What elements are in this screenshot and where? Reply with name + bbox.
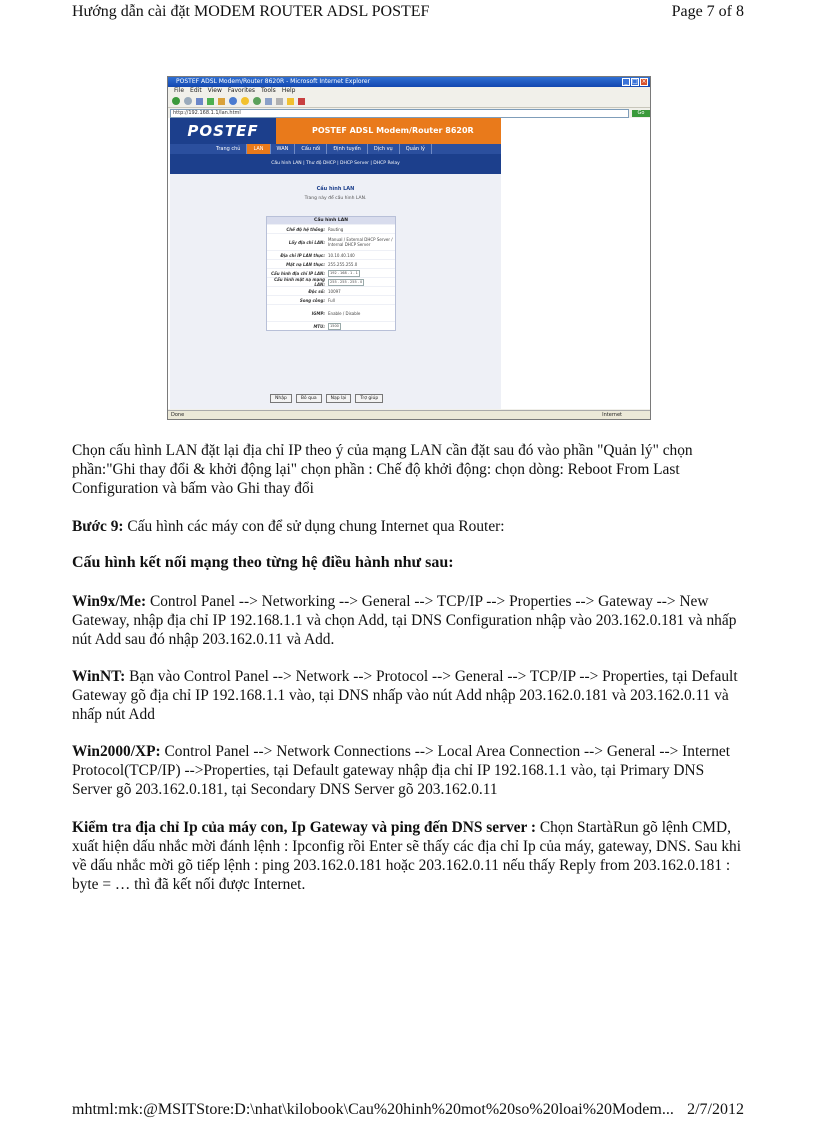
menu-bar — [168, 87, 650, 95]
form-row — [267, 259, 395, 268]
reload-button[interactable]: Nạp lại — [326, 394, 352, 403]
tab-services[interactable]: Dịch vụ — [368, 144, 400, 154]
form-row — [267, 277, 395, 286]
speed-value[interactable]: 10097 — [328, 288, 341, 294]
form-row — [267, 250, 395, 259]
winnt-label: WinNT: — [72, 668, 126, 685]
menu-favorites[interactable]: Favorites — [227, 87, 256, 94]
duplex-label: Song công: — [299, 297, 325, 303]
paragraph-win9x — [72, 592, 744, 649]
browser-statusbar — [168, 410, 650, 419]
section-heading: Cấu hình kết nối mạng theo từng hệ điều hành như sau: — [72, 554, 454, 571]
mail-icon[interactable] — [265, 98, 272, 105]
postef-logo: POSTEF — [170, 118, 276, 144]
lan-mask-label: Cấu hình mặt nạ mạng LAN: — [274, 277, 325, 287]
form-row — [267, 304, 395, 321]
lan-page-heading: Cấu hình LAN — [316, 186, 355, 192]
help-button[interactable]: Trợ giúp — [355, 394, 383, 403]
browser-toolbar — [168, 95, 650, 108]
form-row — [267, 268, 395, 277]
system-mode-label: Chế độ hệ thống: — [286, 226, 325, 232]
router-banner: POSTEF ADSL Modem/Router 8620R — [276, 118, 501, 144]
browser-viewport — [168, 118, 650, 409]
footer-date: 2/7/2012 — [687, 1101, 744, 1118]
tab-management[interactable]: Quản lý — [400, 144, 432, 154]
cancel-button[interactable]: Bỏ qua — [296, 394, 322, 403]
lan-page-description: Trang này để cấu hình LAN. — [304, 196, 367, 201]
close-icon[interactable]: × — [641, 78, 647, 85]
lan-address-mode-label: Lấy địa chỉ LAN: — [288, 239, 325, 245]
menu-edit[interactable]: Edit — [190, 87, 202, 94]
form-header: Cấu hình LAN — [267, 217, 395, 224]
history-icon[interactable] — [253, 97, 261, 105]
form-buttons — [270, 394, 410, 403]
menu-tools[interactable]: Tools — [261, 87, 276, 94]
messenger-icon[interactable] — [298, 98, 305, 105]
form-row — [267, 321, 395, 330]
page-header-title: Hướng dẫn cài đặt MODEM ROUTER ADSL POSTEF — [72, 3, 430, 20]
win2000-label: Win2000/XP: — [72, 743, 161, 760]
maximize-icon[interactable]: □ — [632, 78, 638, 85]
check-text: Chọn StartàRun gõ lệnh CMD, xuất hiện dấu nhắc mời đánh lệnh : Ipconfig rồi Enter sẽ thấy các địa chỉ Ip của máy, gateway, DNS. Sau khi về dấu nhắc mời gõ tiếp lệnh : ping 203.162.0.181 hoặc 203.162.0.11 nếu thấy Reply from 203.162.0.181 : byte = … thì đã kết nối được Internet. — [72, 819, 742, 893]
paragraph-win2000 — [72, 742, 744, 799]
modem-ui-screenshot — [167, 76, 651, 420]
speed-label: Độc số: — [308, 288, 325, 294]
menu-file[interactable]: File — [174, 87, 185, 94]
paragraph-lan-config: Chọn cấu hình LAN đặt lại địa chỉ IP theo ý của mạng LAN cần đặt sau đó vào phần "Quản lý" chọn phần:"Ghi thay đổi & khởi động lại" chọn phần : Chế độ khởi động: chọn dòng: Reboot From Last Configuration và bấm vào Ghi thay đổi — [72, 442, 693, 497]
menu-help[interactable]: Help — [281, 87, 296, 94]
win9x-label: Win9x/Me: — [72, 593, 147, 610]
form-row — [267, 286, 395, 295]
router-admin-page — [170, 118, 501, 409]
forward-icon[interactable] — [184, 97, 192, 105]
menu-view[interactable]: View — [207, 87, 222, 94]
system-mode-value: Routing — [328, 226, 344, 232]
address-input[interactable]: http://192.168.1.1/lan.html — [170, 109, 629, 118]
back-icon[interactable] — [172, 97, 180, 105]
actual-mask-label: Mặt nạ LAN thực: — [286, 261, 325, 267]
window-title: POSTEF ADSL Modem/Router 8620R - Microsoft Internet Explorer — [176, 78, 371, 85]
tab-lan[interactable]: LAN — [247, 144, 270, 154]
actual-mask-value: 255.255.255.0 — [328, 261, 358, 267]
win9x-text: Control Panel --> Networking --> General --> TCP/IP --> Properties --> Gateway --> New Gateway, nhập địa chỉ IP 192.168.1.1 và chọn Add, tại DNS Configuration nhập vào 203.162.0.181 và nhấp nút Add sau đó nhập 203.162.0.11 và Add. — [72, 593, 737, 648]
paragraph-step9 — [72, 517, 744, 536]
page-number: Page 7 of 8 — [671, 3, 744, 20]
lan-ip-input[interactable]: 192 . 168 . 1 . 1 — [330, 270, 358, 275]
status-zone: Internet — [602, 412, 622, 418]
search-icon[interactable] — [229, 97, 237, 105]
lan-mask-input[interactable]: 255 . 255 . 255 . 0 — [330, 279, 363, 284]
lan-ip-label: Cấu hình địa chỉ IP LAN: — [271, 270, 325, 276]
step9-label: Bước 9: — [72, 518, 124, 535]
winnt-text: Bạn vào Control Panel --> Network --> Protocol --> General --> TCP/IP --> Properties, tại Default Gateway gõ địa chỉ IP 192.168.1.1 vào, tại DNS nhấp vào nút Add nhập 203.162.0.181 và 203.162.0.11 và nhấp nút Add — [72, 668, 738, 723]
lan-address-mode-radios[interactable]: Manual / External DHCP Server / Internal DHCP Server — [328, 237, 393, 247]
actual-ip-value: 10.10.40.140 — [328, 252, 355, 258]
duplex-value[interactable]: Full — [328, 297, 335, 303]
actual-ip-label: Địa chỉ IP LAN thực: — [280, 252, 325, 258]
home-icon[interactable] — [218, 98, 225, 105]
check-label: Kiểm tra địa chỉ Ip của máy con, Ip Gateway và ping đến DNS server : — [72, 819, 536, 836]
igmp-label: IGMP: — [311, 310, 325, 316]
igmp-radios[interactable]: Enable / Disable — [328, 310, 361, 316]
win2000-text: Control Panel --> Network Connections --> Local Area Connection --> General --> Internet Protocol(TCP/IP) -->Properties, tại Default gateway nhập địa chỉ IP 192.168.1.1 vào, tại Primary DNS Server gõ 203.162.0.181, tại Secondary DNS Server gõ 203.162.0.11 — [72, 743, 731, 798]
paragraph-winnt — [72, 667, 744, 724]
tab-bridge[interactable]: Cấu nối — [295, 144, 327, 154]
paragraph-check — [72, 818, 744, 894]
apply-button[interactable]: Nhập — [270, 394, 292, 403]
lan-subnav[interactable]: Cấu hình LAN | Thư độ DHCP | DHCP Server | DHCP Relay — [170, 154, 501, 174]
refresh-icon[interactable] — [207, 98, 214, 105]
footer-path: mhtml:mk:@MSITStore:D:\nhat\kilobook\Cau%20hinh%20mot%20so%20loai%20Modem... — [72, 1101, 674, 1118]
tab-home[interactable]: Trang chủ — [210, 144, 247, 154]
folder-icon[interactable] — [287, 98, 294, 105]
tab-wan[interactable]: WAN — [271, 144, 296, 154]
status-text: Done — [171, 412, 185, 418]
go-button[interactable]: Go — [632, 110, 650, 117]
form-row — [267, 233, 395, 250]
print-icon[interactable] — [276, 98, 283, 105]
window-titlebar — [168, 77, 650, 87]
tab-routing[interactable]: Định tuyến — [327, 144, 368, 154]
lan-config-form — [266, 216, 396, 331]
favorites-icon[interactable] — [241, 97, 249, 105]
router-nav — [170, 144, 501, 154]
mtu-label: MTU: — [313, 323, 325, 329]
form-row — [267, 224, 395, 233]
mtu-input[interactable]: 1500 — [330, 323, 339, 328]
form-row — [267, 295, 395, 304]
minimize-icon[interactable]: _ — [622, 78, 630, 86]
step9-text: Cấu hình các máy con để sử dụng chung Internet qua Router: — [123, 518, 505, 535]
stop-icon[interactable] — [196, 98, 203, 105]
